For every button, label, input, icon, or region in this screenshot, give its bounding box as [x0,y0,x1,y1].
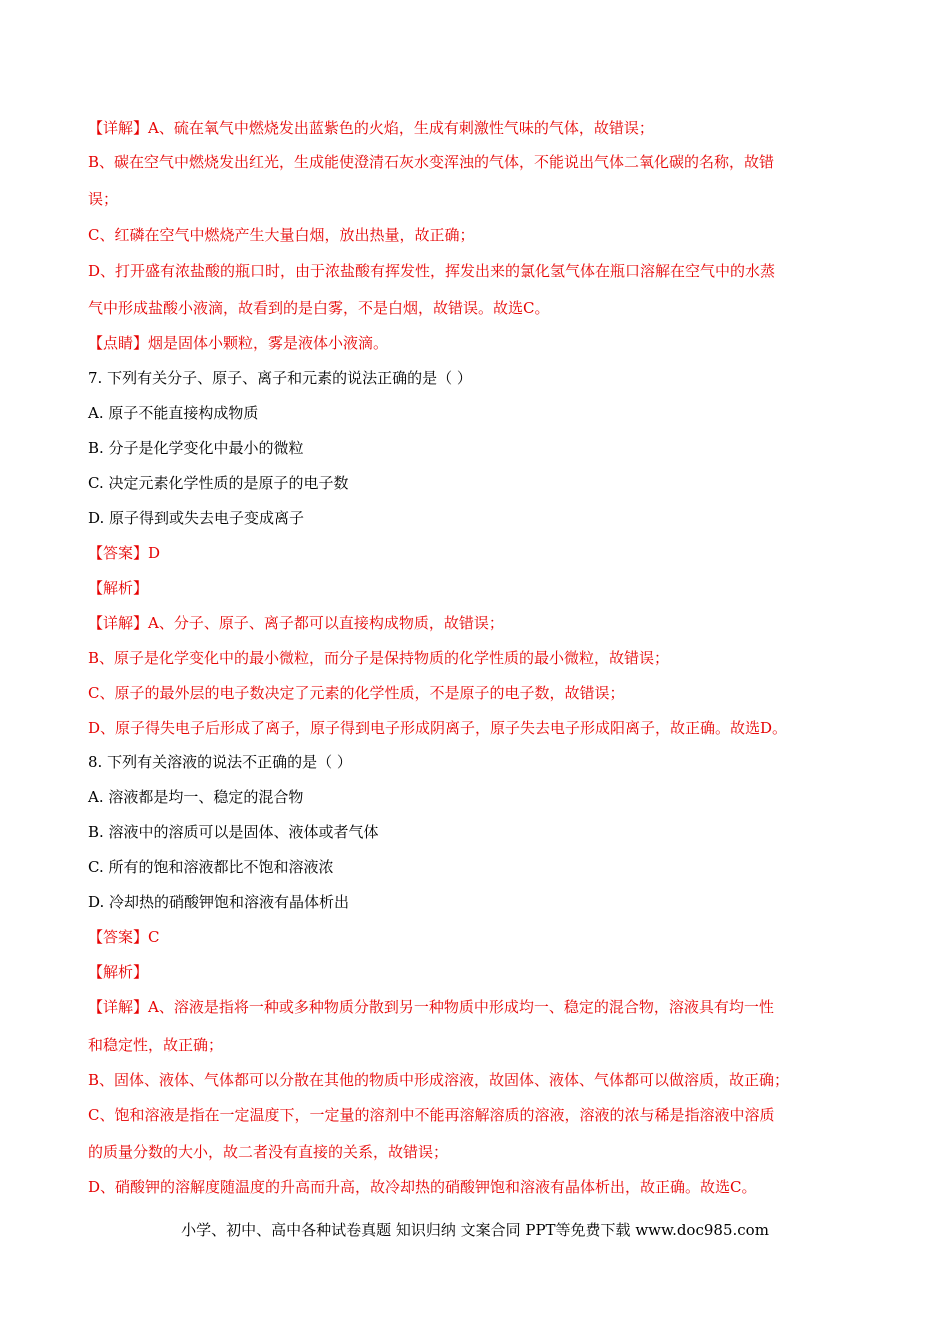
analysis-heading: 【解析】 [88,963,149,981]
line: 【详解】A、溶液是指将一种或多种物质分散到另一种物质中形成均一、稳定的混合物，溶液具有均一性 [88,998,774,1016]
line: D、硝酸钾的溶解度随温度的升高而升高，故冷却热的硝酸钾饱和溶液有晶体析出，故正确。故选C。 [88,1178,757,1196]
line: D、原子得失电子后形成了离子，原子得到电子形成阴离子，原子失去电子形成阳离子，故正确。故选D。 [88,719,788,737]
line: B、碳在空气中燃烧发出红光，生成能使澄清石灰水变浑浊的气体，不能说出气体二氧化碳的名称，故错 [88,153,775,171]
line: B、固体、液体、气体都可以分散在其他的物质中形成溶液，故固体、液体、气体都可以做溶质，故正确； [88,1071,790,1089]
line: D、打开盛有浓盐酸的瓶口时，由于浓盐酸有挥发性，挥发出来的氯化氢气体在瓶口溶解在空气中的水蒸 [88,262,776,280]
option-a: A. 溶液都是均一、稳定的混合物 [88,788,304,806]
line: 和稳定性，故正确； [88,1036,224,1054]
option-c: C. 决定元素化学性质的是原子的电子数 [88,474,349,492]
option-b: B. 分子是化学变化中最小的微粒 [88,439,304,457]
page-footer: 小学、初中、高中各种试卷真题 知识归纳 文案合同 PPT等免费下载 www.doc985.com [181,1221,769,1239]
option-b: B. 溶液中的溶质可以是固体、液体或者气体 [88,823,379,841]
question-stem: 7. 下列有关分子、原子、离子和元素的说法正确的是（ ） [88,369,472,387]
line: 【详解】A、硫在氧气中燃烧发出蓝紫色的火焰，生成有刺激性气味的气体，故错误； [88,119,654,137]
line: C、原子的最外层的电子数决定了元素的化学性质，不是原子的电子数，故错误； [88,684,625,702]
line: B、原子是化学变化中的最小微粒，而分子是保持物质的化学性质的最小微粒，故错误； [88,649,670,667]
line: C、红磷在空气中燃烧产生大量白烟，放出热量，故正确； [88,226,475,244]
option-c: C. 所有的饱和溶液都比不饱和溶液浓 [88,858,334,876]
line: 【点睛】烟是固体小颗粒，雾是液体小液滴。 [88,334,389,352]
analysis-heading: 【解析】 [88,579,149,597]
option-a: A. 原子不能直接构成物质 [88,404,259,422]
line: C、饱和溶液是指在一定温度下，一定量的溶剂中不能再溶解溶质的溶液，溶液的浓与稀是指溶液中溶质 [88,1106,775,1124]
option-d: D. 原子得到或失去电子变成离子 [88,509,305,527]
answer: 【答案】C [88,928,160,946]
option-d: D. 冷却热的硝酸钾饱和溶液有晶体析出 [88,893,350,911]
line: 气中形成盐酸小液滴，故看到的是白雾，不是白烟，故错误。故选C。 [88,299,550,317]
question-stem: 8. 下列有关溶液的说法不正确的是（ ） [88,753,352,771]
line: 误； [88,190,119,208]
line: 【详解】A、分子、原子、离子都可以直接构成物质，故错误； [88,614,504,632]
line: 的质量分数的大小，故二者没有直接的关系，故错误； [88,1143,449,1161]
answer: 【答案】D [88,544,161,562]
